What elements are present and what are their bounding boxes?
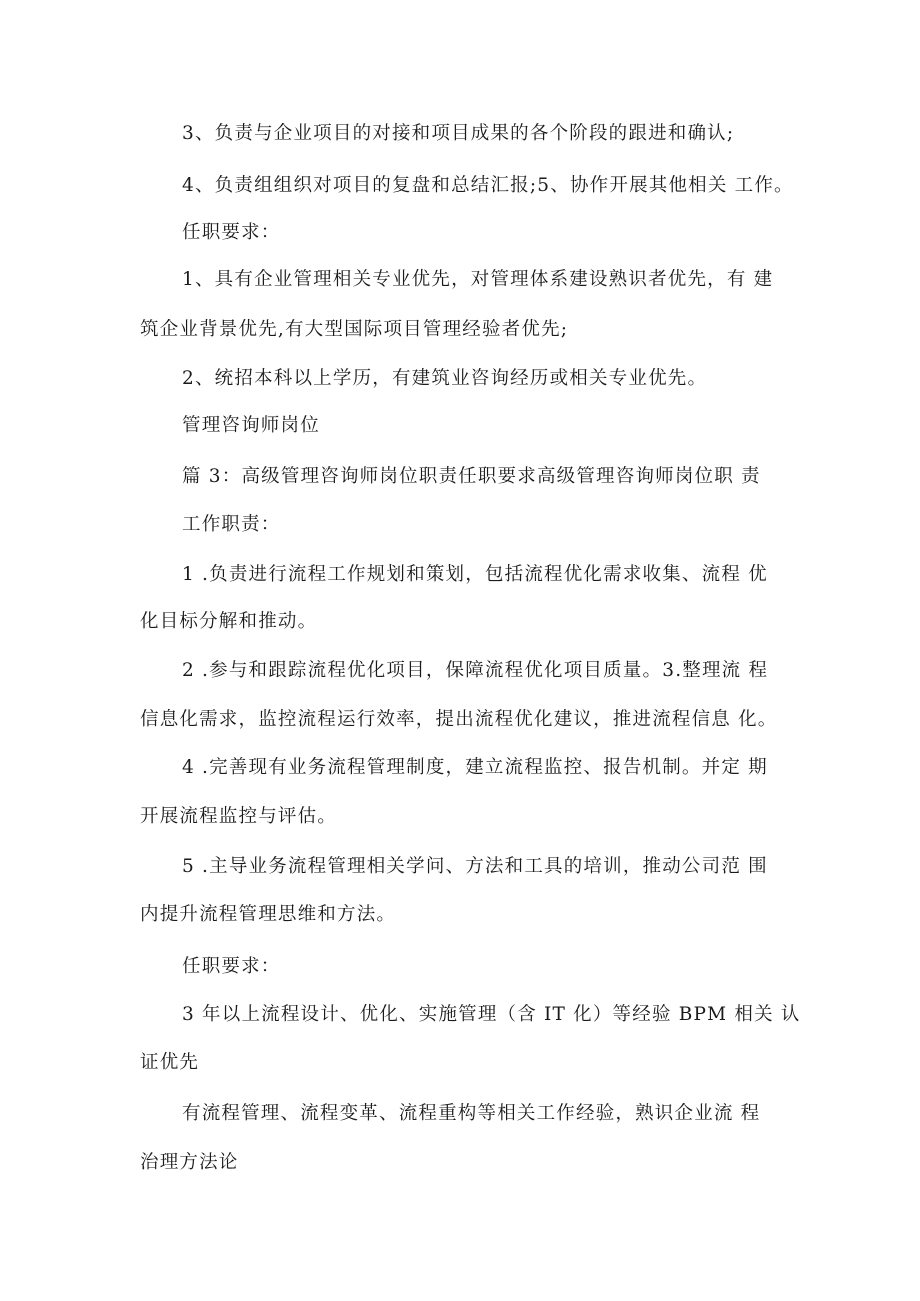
- text-line: 1、具有企业管理相关专业优先，对管理体系建设熟识者优先，有 建: [182, 269, 774, 290]
- text-line: 3、负责与企业项目的对接和项目成果的各个阶段的跟进和确认;: [182, 123, 735, 144]
- text-line: 信息化需求，监控流程运行效率，提出流程优化建议，推进流程信息 化。: [140, 709, 778, 730]
- text-line: 治理方法论: [140, 1152, 239, 1173]
- text-line: 证优先: [140, 1052, 200, 1073]
- text-line: 4、负责组组织对项目的复盘和总结汇报;5、协作开展其他相关 工作。: [182, 175, 794, 196]
- section-heading: 管理咨询师岗位: [182, 415, 320, 436]
- text-line: 化目标分解和推动。: [140, 611, 318, 632]
- section-heading: 任职要求：: [182, 222, 281, 243]
- text-line: 5 .主导业务流程管理相关学问、方法和工具的培训，推动公司范 围: [182, 856, 768, 877]
- text-line: 4 .完善现有业务流程管理制度，建立流程监控、报告机制。并定 期: [182, 757, 768, 778]
- text-line: 开展流程监控与评估。: [140, 806, 338, 827]
- section-heading: 篇 3：高级管理咨询师岗位职责任职要求高级管理咨询师岗位职 责: [182, 466, 761, 487]
- section-heading: 任职要求：: [182, 956, 281, 977]
- text-line: 1 .负责进行流程工作规划和策划，包括流程优化需求收集、流程 优: [182, 564, 768, 585]
- text-line: 有流程管理、流程变革、流程重构等相关工作经验，熟识企业流 程: [182, 1103, 761, 1124]
- section-heading: 工作职责：: [182, 514, 281, 535]
- text-line: 内提升流程管理思维和方法。: [140, 904, 397, 925]
- text-line: 2 .参与和跟踪流程优化项目，保障流程优化项目质量。3.整理流 程: [182, 660, 769, 681]
- text-line: 2、统招本科以上学历，有建筑业咨询经历或相关专业优先。: [182, 368, 708, 389]
- text-line: 筑企业背景优先,有大型国际项目管理经验者优先;: [140, 319, 569, 340]
- text-line: 3 年以上流程设计、优化、实施管理（含 IT 化）等经验 BPM 相关 认: [182, 1004, 801, 1025]
